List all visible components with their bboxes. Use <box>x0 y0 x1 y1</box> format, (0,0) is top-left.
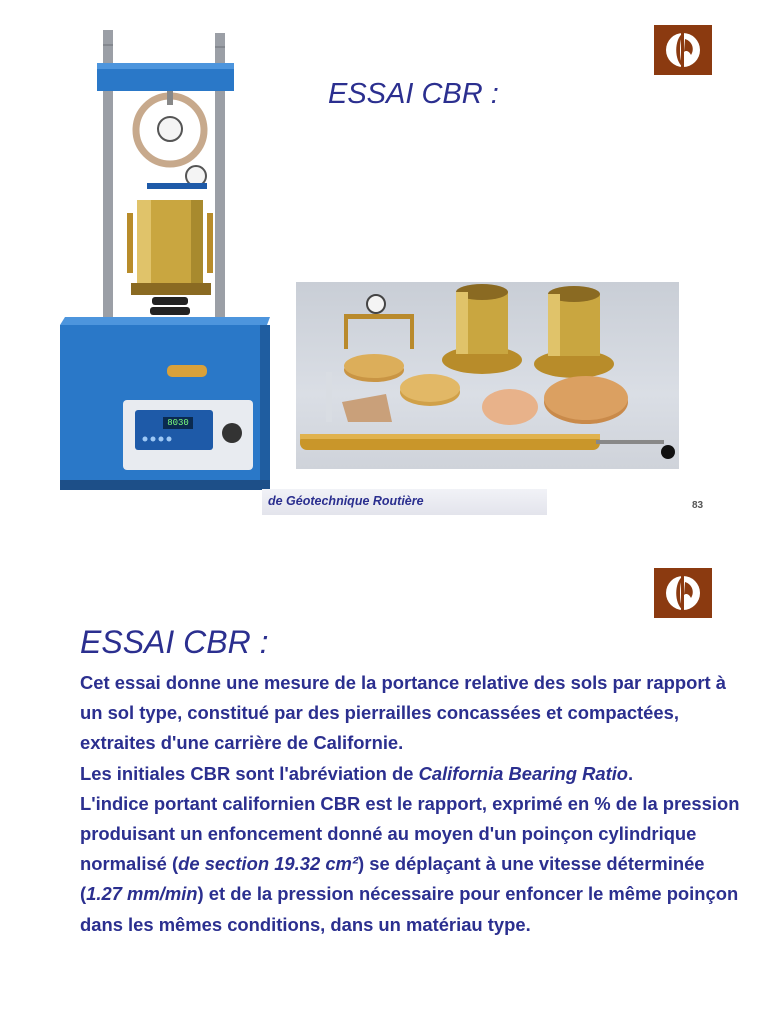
cbr-press-photo <box>55 25 275 518</box>
slide1-title: ESSAI CBR : <box>328 78 499 110</box>
paragraph-abbreviation: Les initiales CBR sont l'abréviation de California Bearing Ratio. <box>80 762 634 784</box>
page-number: 83 <box>692 500 704 511</box>
emphasis-california-bearing-ratio: California Bearing Ratio <box>418 762 629 784</box>
cbr-accessories-photo <box>296 282 679 469</box>
emphasis-speed: 1.27 mm/min <box>86 883 198 905</box>
logo-icon <box>654 568 712 618</box>
machine-display: 8030 <box>167 418 189 428</box>
paragraph-index: L'indice portant californien CBR est le rapport, exprimé en % de la pression produisant un enfoncement donné au moyen d'un poinçon cylindrique normalisé (de section 19.32 cm²) se déplaçant à une vitesse déterminée (1.27 mm/min) et de la pression nécessaire pour enfoncer le même poinçon dans les mêmes conditions, dans un matériau type. <box>80 792 740 935</box>
slide2-title: ESSAI CBR : <box>80 624 269 660</box>
emphasis-section: de section 19.32 cm² <box>178 853 359 875</box>
footer-text: de Géotechnique Routière <box>268 494 424 508</box>
body-text <box>80 668 740 940</box>
logo-icon <box>654 25 712 75</box>
paragraph-definition: Cet essai donne une mesure de la portance relative des sols par rapport à un sol type, constitué par des pierrailles concassées et compactées, extraites d'une carrière de Californie. <box>80 672 726 754</box>
